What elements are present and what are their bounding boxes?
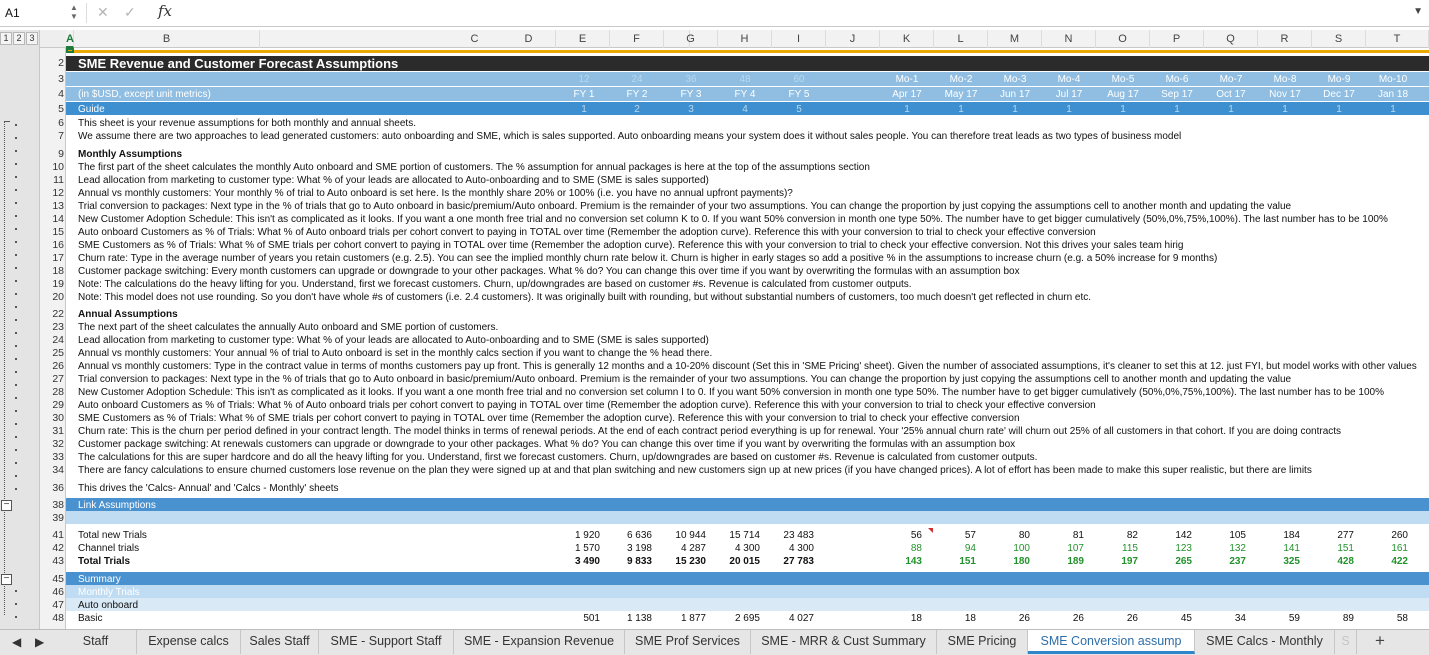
value-cell-f[interactable]: 2 (634, 104, 640, 115)
value-cell-e[interactable]: 1 920 (574, 530, 600, 541)
row-header[interactable]: 17 (52, 252, 64, 264)
row-header[interactable]: 9 (58, 148, 64, 160)
value-cell-g[interactable]: 4 287 (680, 543, 706, 554)
value-cell-p[interactable]: Mo-6 (1165, 74, 1189, 85)
outline-dot (15, 410, 17, 412)
outline-dot (15, 280, 17, 282)
row-header[interactable]: 34 (52, 464, 64, 476)
row-label-cell[interactable]: Total new Trials (78, 530, 147, 541)
value-cell-m[interactable]: 180 (1013, 556, 1030, 567)
column-header-d[interactable]: D (502, 30, 556, 48)
row-header[interactable]: 13 (52, 200, 64, 212)
outline-dot (15, 163, 17, 165)
value-cell-t[interactable]: Mo-10 (1378, 74, 1408, 85)
sheet-tab[interactable]: SME Calcs - Monthly (1195, 630, 1335, 654)
column-header-r[interactable]: R (1258, 30, 1312, 48)
value-cell-s[interactable]: 89 (1342, 613, 1354, 624)
value-cell-s[interactable]: Mo-9 (1327, 74, 1351, 85)
outline-dot (15, 319, 17, 321)
value-cell-q[interactable]: Mo-7 (1219, 74, 1243, 85)
row-header[interactable]: 23 (52, 321, 64, 333)
row-label-cell[interactable]: Annual Assumptions (78, 309, 178, 320)
row-label-cell[interactable]: Auto onboard Customers as % of Trials: What % of Auto onboard trials per cohort convert to paying in TOTAL over time (Remember the adoption curve). Reference this with your conversion to trial to check your effective conversion (78, 400, 1096, 411)
sheet-tab-bar (0, 629, 1429, 655)
row-header[interactable]: 33 (52, 451, 64, 463)
outline-dot (15, 293, 17, 295)
row-label-cell[interactable]: SME Customers as % of Trials: What % of SME trials per cohort convert to paying in TOTAL over time (Remember the adoption curve). Reference this with your conversion to trial to check your effective conversion (78, 413, 1020, 424)
value-cell-h[interactable]: 48 (739, 74, 751, 85)
outline-collapse-button[interactable]: − (1, 500, 12, 511)
row-header[interactable]: 3 (58, 73, 64, 85)
sheet-tab[interactable]: SME Pricing (937, 630, 1028, 654)
row-label-cell[interactable]: SME Customers as % of Trials: What % of SME trials per cohort convert to paying in TOTAL over time (Remember the adoption curve). Reference this with your conversion to trial to check your effective conversion. Not this drives your sales team hirig (78, 240, 1184, 251)
value-cell-t[interactable]: 1 (1390, 104, 1396, 115)
column-header-f[interactable]: F (610, 30, 664, 48)
row-label-cell[interactable]: This drives the 'Calcs- Annual' and 'Calcs - Monthly' sheets (78, 483, 339, 494)
row-label-cell[interactable]: There are fancy calculations to ensure churned customers lose revenue on the plan they were signed up at and that plan switching and new customers sign up at new prices (if you have changed prices). A lot of effort has been made to make this super realistic, but there are limits (78, 465, 1312, 476)
value-cell-i[interactable]: 4 027 (788, 613, 814, 624)
sheet-tab[interactable]: Sales Staff (241, 630, 319, 654)
row-header[interactable]: 39 (52, 512, 64, 524)
row-header[interactable]: 31 (52, 425, 64, 437)
column-headers (66, 30, 1429, 48)
sheet-tab[interactable]: SME Prof Services (625, 630, 751, 654)
outline-dot (15, 124, 17, 126)
value-cell-h[interactable]: 2 695 (734, 613, 760, 624)
value-cell-m[interactable]: Jun 17 (999, 89, 1031, 100)
value-cell-o[interactable]: Aug 17 (1107, 89, 1139, 100)
confirm-icon[interactable]: ✓ (124, 4, 136, 20)
value-cell-t[interactable]: 161 (1391, 543, 1408, 554)
row-header[interactable]: 7 (58, 130, 64, 142)
value-cell-p[interactable]: 265 (1175, 556, 1192, 567)
row-label-cell[interactable]: New Customer Adoption Schedule: This isn't as complicated as it looks. If you want a one month free trial and no conversion set column K to 0. If you want 50% conversion in month one type 50%. The number have to get bigger cumulatively (50%,0%,75%,100%). The last number has to be 100% (78, 214, 1388, 225)
value-cell-i[interactable]: 5 (796, 104, 802, 115)
row-label-cell[interactable]: Customer package switching: At renewals customers can upgrade or downgrade to your other packages. What % do? You can change this over time if you want by overwriting the formulas with an assumption box (78, 439, 1016, 450)
value-cell-f[interactable]: 6 636 (626, 530, 652, 541)
outline-dot (15, 150, 17, 152)
row-label-cell[interactable]: Annual vs monthly customers: Type in the contract value in terms of months customers pay up front. This is generally 12 months and a 10-20% discount (Set this in 'SME Pricing' sheet). Given the number of associated assumptions, it's cleaner to set this at 12. just FYI, but model works with other values (78, 361, 1417, 372)
value-cell-l[interactable]: 151 (959, 556, 976, 567)
value-cell-f[interactable]: 9 833 (626, 556, 652, 567)
row-header[interactable]: 30 (52, 412, 64, 424)
value-cell-q[interactable]: 1 (1228, 104, 1234, 115)
outline-dot (15, 345, 17, 347)
value-cell-n[interactable]: 81 (1072, 530, 1084, 541)
column-header-n[interactable]: N (1042, 30, 1096, 48)
row-label-cell[interactable]: Summary (78, 574, 121, 585)
outline-dot (15, 488, 17, 490)
row-label-cell[interactable]: (in $USD, except unit metrics) (78, 89, 211, 100)
row-label-cell[interactable]: Annual vs monthly customers: Your monthly % of trial to Auto onboard is set here. Is the monthly share 20% or 100% (i.e. you have no annual upfront payments)? (78, 188, 793, 199)
column-header-a[interactable]: A (66, 30, 74, 48)
row-header[interactable]: 14 (52, 213, 64, 225)
row-label-cell[interactable]: The next part of the sheet calculates the annually Auto onboard and SME portion of customers. (78, 322, 499, 333)
outline-bracket-line (4, 121, 5, 615)
sheet-tab[interactable]: SME - Expansion Revenue (454, 630, 625, 654)
column-header-q[interactable]: Q (1204, 30, 1258, 48)
value-cell-m[interactable]: 80 (1018, 530, 1030, 541)
value-cell-h[interactable]: 4 300 (734, 543, 760, 554)
sheet-tab[interactable]: S (1335, 630, 1357, 654)
outline-dot (15, 215, 17, 217)
active-cell-a1[interactable] (66, 48, 74, 53)
sheet-tab[interactable]: Expense calcs (137, 630, 241, 654)
row-label-cell[interactable]: Basic (78, 613, 103, 624)
row-header[interactable]: 18 (52, 265, 64, 277)
value-cell-k[interactable]: 1 (904, 104, 910, 115)
value-cell-n[interactable]: 1 (1066, 104, 1072, 115)
value-cell-m[interactable]: 1 (1012, 104, 1018, 115)
row-label-cell[interactable]: Auto onboard Customers as % of Trials: What % of Auto onboard trials per cohort convert to paying in TOTAL over time (Remember the adoption curve). Reference this with your conversion to trial to check your effective conversion (78, 227, 1096, 238)
outline-dot (15, 241, 17, 243)
value-cell-q[interactable]: 105 (1229, 530, 1246, 541)
value-cell-g[interactable]: 1 877 (680, 613, 706, 624)
column-header-p[interactable]: P (1150, 30, 1204, 48)
outline-gutter (0, 30, 40, 629)
row-header[interactable]: 32 (52, 438, 64, 450)
function-icon[interactable]: fx (158, 2, 173, 20)
row-header[interactable]: 20 (52, 291, 64, 303)
outline-dot (15, 423, 17, 425)
value-cell-h[interactable]: 4 (742, 104, 748, 115)
column-header-e[interactable]: E (556, 30, 610, 48)
value-cell-i[interactable]: 23 483 (783, 530, 814, 541)
value-cell-g[interactable]: FY 3 (680, 89, 702, 100)
row-label-cell[interactable]: Churn rate: This is the churn per period defined in your contract length. The model thinks in terms of renewal periods. At the end of each contract period everything is up for renewal. Your '25% annual churn rate' will churn out 25% of all customers in that cohort. If you are doing contracts (78, 426, 1342, 437)
row-headers (40, 48, 66, 629)
row-header[interactable]: 43 (52, 555, 64, 567)
value-cell-n[interactable]: Jul 17 (1055, 89, 1083, 100)
value-cell-t[interactable]: 58 (1396, 613, 1408, 624)
row-label-cell[interactable]: New Customer Adoption Schedule: This isn't as complicated as it looks. If you want a one month free trial and no conversion set column I to 0. If you want 50% conversion in month one type 50%. The number have to get bigger cumulatively (50%,0%,75%,100%). The last number has to be 100% (78, 387, 1384, 398)
row-label-cell[interactable]: Note: The calculations do the heavy lifting for you. Understand, first we forecast customers. Churn, up/downgrades are based on customer #s. Revenue is calculated from customer outputs. (78, 279, 912, 290)
comment-indicator-icon[interactable] (928, 528, 933, 533)
row-band (66, 511, 1429, 524)
row-label-cell[interactable]: The calculations for this are super hardcore and do all the heavy lifting for you. Understand, first we forecast customers. Churn, up/downgrades are based on customer #s. Revenue is calculated from customer outputs. (78, 452, 1038, 463)
value-cell-h[interactable]: 15 714 (729, 530, 760, 541)
value-cell-t[interactable]: 260 (1391, 530, 1408, 541)
value-cell-p[interactable]: Sep 17 (1161, 89, 1193, 100)
row-header[interactable]: 2 (58, 57, 64, 69)
outline-dot (15, 202, 17, 204)
value-cell-k[interactable]: Apr 17 (892, 89, 922, 100)
outline-dot (15, 189, 17, 191)
value-cell-i[interactable]: 4 300 (788, 543, 814, 554)
row-label-cell[interactable]: Customer package switching: Every month customers can upgrade or downgrade to your other packages. What % do? You can change this over time if you want by overwriting the formulas with an assumption box (78, 266, 1020, 277)
row-label-cell[interactable]: Monthly Trials (78, 587, 140, 598)
row-header[interactable]: 48 (52, 612, 64, 624)
row-header[interactable]: 5 (58, 103, 64, 115)
sheet-tab[interactable]: SME Conversion assump (1028, 630, 1195, 654)
row-header[interactable]: 10 (52, 161, 64, 173)
header-accent-line (66, 50, 1429, 53)
outline-dot (15, 332, 17, 334)
value-cell-g[interactable]: 36 (685, 74, 697, 85)
value-cell-e[interactable]: FY 1 (573, 89, 595, 100)
value-cell-o[interactable]: Mo-5 (1111, 74, 1135, 85)
value-cell-n[interactable]: 107 (1067, 543, 1084, 554)
value-cell-e[interactable]: 12 (578, 74, 590, 85)
column-header-i[interactable]: I (772, 30, 826, 48)
row-header[interactable]: 26 (52, 360, 64, 372)
outline-dot (15, 462, 17, 464)
value-cell-p[interactable]: 142 (1175, 530, 1192, 541)
row-label-cell[interactable]: Trial conversion to packages: Next type in the % of trials that go to Auto onboard in basic/premium/Auto onboard. Premium is the remainder of your two assumptions. You can change the proportion by just copying the assumptions cell to another month and updating the value (78, 374, 1292, 385)
column-header-b[interactable]: B (74, 30, 260, 48)
outline-dot (15, 254, 17, 256)
row-label-cell[interactable]: Trial conversion to packages: Next type in the % of trials that go to Auto onboard in basic/premium/Auto onboard. Premium is the remainder of your two assumptions. You can change the proportion by just copying the assumptions cell to another month and updating the value (78, 201, 1292, 212)
value-cell-o[interactable]: 197 (1121, 556, 1138, 567)
outline-dot (15, 306, 17, 308)
value-cell-t[interactable]: 422 (1391, 556, 1408, 567)
row-label-cell[interactable]: Lead allocation from marketing to customer type: What % of your leads are allocated to Auto-onboarding and to SME (SME is sales supported) (78, 175, 709, 186)
value-cell-p[interactable]: 123 (1175, 543, 1192, 554)
row-label-cell[interactable]: Monthly Assumptions (78, 149, 183, 160)
value-cell-k[interactable]: 56 (910, 530, 922, 541)
row-label-cell[interactable]: Lead allocation from marketing to customer type: What % of your leads are allocated to Auto-onboarding and to SME (SME is sales supported) (78, 335, 709, 346)
value-cell-q[interactable]: 237 (1229, 556, 1246, 567)
value-cell-m[interactable]: 26 (1018, 613, 1030, 624)
outline-level-2-button[interactable]: 2 (13, 32, 25, 45)
value-cell-r[interactable]: 325 (1283, 556, 1300, 567)
value-cell-o[interactable]: 115 (1122, 543, 1138, 554)
outline-dot (15, 603, 17, 605)
sheet-tab[interactable]: SME - Support Staff (319, 630, 454, 654)
value-cell-k[interactable]: 18 (910, 613, 922, 624)
outline-dot (15, 475, 17, 477)
row-header[interactable]: 16 (52, 239, 64, 251)
value-cell-p[interactable]: 1 (1174, 104, 1180, 115)
name-box-stepper-icon[interactable]: ▲ ▼ (70, 3, 78, 21)
value-cell-o[interactable]: 1 (1120, 104, 1126, 115)
tab-scroll-right-icon[interactable]: ▶ (35, 635, 45, 649)
value-cell-n[interactable]: 26 (1072, 613, 1084, 624)
value-cell-q[interactable]: 34 (1234, 613, 1246, 624)
value-cell-r[interactable]: Nov 17 (1269, 89, 1301, 100)
row-header[interactable]: 29 (52, 399, 64, 411)
value-cell-k[interactable]: Mo-1 (895, 74, 919, 85)
outline-dot (15, 397, 17, 399)
value-cell-n[interactable]: 189 (1067, 556, 1084, 567)
row-label-cell[interactable]: Auto onboard (78, 600, 139, 611)
outline-dot (15, 371, 17, 373)
value-cell-i[interactable]: FY 5 (788, 89, 810, 100)
row-label-cell[interactable]: The first part of the sheet calculates the monthly Auto onboard and SME portion of customers. The % assumption for annual packages is here at the top of the assumptions section (78, 162, 870, 173)
value-cell-h[interactable]: FY 4 (734, 89, 756, 100)
row-header[interactable]: 46 (52, 586, 64, 598)
outline-bracket-top (4, 121, 10, 122)
outline-dot (15, 436, 17, 438)
outline-dot (15, 449, 17, 451)
value-cell-g[interactable]: 10 944 (675, 530, 706, 541)
row-label-cell[interactable]: Annual vs monthly customers: Your annual % of trial to Auto onboard is set in the monthly calcs section if you want to change the % head there. (78, 348, 713, 359)
value-cell-s[interactable]: 1 (1336, 104, 1342, 115)
value-cell-g[interactable]: 3 (688, 104, 694, 115)
value-cell-r[interactable]: Mo-8 (1273, 74, 1297, 85)
value-cell-s[interactable]: 277 (1337, 530, 1354, 541)
row-header[interactable]: 25 (52, 347, 64, 359)
value-cell-o[interactable]: 26 (1126, 613, 1138, 624)
value-cell-i[interactable]: 27 783 (783, 556, 814, 567)
row-label-cell[interactable]: Channel trials (78, 543, 140, 554)
value-cell-n[interactable]: Mo-4 (1057, 74, 1081, 85)
row-label-cell[interactable]: We assume there are two approaches to lead generated customers: auto onboarding and SME, which is sales supported. Auto onboarding means your system does it without sales people. You can therefore treat leads as two types of business model (78, 131, 1182, 142)
outline-level-3-button[interactable]: 3 (26, 32, 38, 45)
row-header[interactable]: 12 (52, 187, 64, 199)
value-cell-l[interactable]: 57 (964, 530, 976, 541)
row-header[interactable]: 36 (52, 482, 64, 494)
tab-scroll-left-icon[interactable]: ◀ (12, 635, 22, 649)
row-header[interactable]: 11 (53, 174, 64, 186)
column-header-c[interactable]: C (260, 30, 690, 48)
name-box[interactable]: A1 (5, 6, 20, 20)
column-header-g[interactable]: G (664, 30, 718, 48)
outline-dot (15, 358, 17, 360)
row-label-cell[interactable]: Churn rate: Type in the average number of years you retain customers (e.g. 2.5). You can see the implied monthly churn rate below it. Churn is higher in early stages so add a positive % in the assumptions to increase churn (e.g. a 50% increase for 9 months) (78, 253, 1218, 264)
row-label-cell[interactable]: This sheet is your revenue assumptions for both monthly and annual sheets. (78, 118, 416, 129)
value-cell-o[interactable]: 82 (1126, 530, 1138, 541)
value-cell-k[interactable]: 88 (910, 543, 922, 554)
formula-bar (0, 0, 1429, 27)
value-cell-e[interactable]: 1 570 (574, 543, 600, 554)
value-cell-e[interactable]: 501 (583, 613, 600, 624)
row-header[interactable]: 19 (52, 278, 64, 290)
value-cell-e[interactable]: 3 490 (574, 556, 600, 567)
value-cell-p[interactable]: 45 (1180, 613, 1192, 624)
value-cell-h[interactable]: 20 015 (729, 556, 760, 567)
outline-dot (15, 228, 17, 230)
row-band (66, 598, 1429, 611)
column-header-k[interactable]: K (880, 30, 934, 48)
sheet-title[interactable]: SME Revenue and Customer Forecast Assumptions (78, 56, 399, 71)
value-cell-f[interactable]: 3 198 (626, 543, 652, 554)
outline-dot (15, 616, 17, 618)
outline-level-buttons (0, 32, 39, 47)
column-header-h[interactable]: H (718, 30, 772, 48)
value-cell-q[interactable]: Oct 17 (1216, 89, 1246, 100)
row-label-cell[interactable]: Note: This model does not use rounding. So you don't have whole #s of customers (i.e. 2.4 customers). It was originally built with rounding, but without substantial numbers of customers, too much doesn't get reflected in churn etc. (78, 292, 1092, 303)
value-cell-t[interactable]: Jan 18 (1377, 89, 1409, 100)
column-header-m[interactable]: M (988, 30, 1042, 48)
outline-dot (15, 590, 17, 592)
column-header-l[interactable]: L (934, 30, 988, 48)
outline-dot (15, 267, 17, 269)
outline-dot (15, 384, 17, 386)
row-band (66, 498, 1429, 511)
column-header-s[interactable]: S (1312, 30, 1366, 48)
sheet-tab[interactable]: Staff (55, 630, 137, 654)
sheet-grid (66, 48, 1429, 629)
formula-input[interactable] (185, 3, 1405, 23)
value-cell-g[interactable]: 15 230 (675, 556, 706, 567)
row-band (66, 572, 1429, 585)
value-cell-r[interactable]: 1 (1282, 104, 1288, 115)
value-cell-l[interactable]: 18 (964, 613, 976, 624)
row-label-cell[interactable]: Link Assumptions (78, 500, 156, 511)
column-header-o[interactable]: O (1096, 30, 1150, 48)
outline-collapse-button[interactable]: − (1, 574, 12, 585)
value-cell-e[interactable]: 1 (581, 104, 587, 115)
row-header[interactable]: 42 (52, 542, 64, 554)
value-cell-r[interactable]: 141 (1283, 543, 1300, 554)
value-cell-f[interactable]: FY 2 (626, 89, 648, 100)
outline-dot (15, 176, 17, 178)
value-cell-l[interactable]: 1 (958, 104, 964, 115)
row-header[interactable]: 4 (58, 88, 64, 100)
row-header[interactable]: 38 (52, 499, 64, 511)
outline-level-1-button[interactable]: 1 (0, 32, 12, 45)
row-label-cell[interactable]: Guide (78, 104, 105, 115)
row-header[interactable]: 15 (52, 226, 64, 238)
value-cell-l[interactable]: Mo-2 (949, 74, 973, 85)
row-header[interactable]: 22 (52, 308, 64, 320)
row-header[interactable]: 47 (52, 599, 64, 611)
row-header[interactable]: 6 (58, 117, 64, 129)
cancel-icon[interactable]: ✕ (97, 4, 109, 20)
row-header[interactable]: 28 (52, 386, 64, 398)
row-label-cell[interactable]: Total Trials (78, 556, 131, 567)
row-header[interactable]: 41 (52, 529, 64, 541)
row-header[interactable]: 27 (52, 373, 64, 385)
value-cell-m[interactable]: 100 (1013, 543, 1030, 554)
row-header[interactable]: 24 (52, 334, 64, 346)
value-cell-k[interactable]: 143 (905, 556, 922, 567)
row-band (66, 585, 1429, 598)
value-cell-s[interactable]: 428 (1337, 556, 1354, 567)
column-header-j[interactable]: J (826, 30, 880, 48)
value-cell-q[interactable]: 132 (1229, 543, 1246, 554)
sheet-tab[interactable]: SME - MRR & Cust Summary (751, 630, 937, 654)
add-sheet-button[interactable]: + (1375, 631, 1385, 650)
expand-formula-bar-icon[interactable]: ▼ (1413, 6, 1423, 17)
value-cell-r[interactable]: 59 (1288, 613, 1300, 624)
select-all-corner[interactable] (40, 30, 66, 48)
column-header-t[interactable]: T (1366, 30, 1429, 48)
value-cell-f[interactable]: 1 138 (626, 613, 652, 624)
value-cell-l[interactable]: 94 (964, 543, 976, 554)
value-cell-l[interactable]: May 17 (944, 89, 978, 100)
value-cell-i[interactable]: 60 (793, 74, 805, 85)
value-cell-s[interactable]: Dec 17 (1323, 89, 1355, 100)
row-header[interactable]: 45 (52, 573, 64, 585)
value-cell-s[interactable]: 151 (1337, 543, 1354, 554)
value-cell-r[interactable]: 184 (1283, 530, 1300, 541)
formula-bar-divider (86, 3, 87, 23)
value-cell-f[interactable]: 24 (631, 74, 643, 85)
value-cell-m[interactable]: Mo-3 (1003, 74, 1027, 85)
outline-dot (15, 137, 17, 139)
